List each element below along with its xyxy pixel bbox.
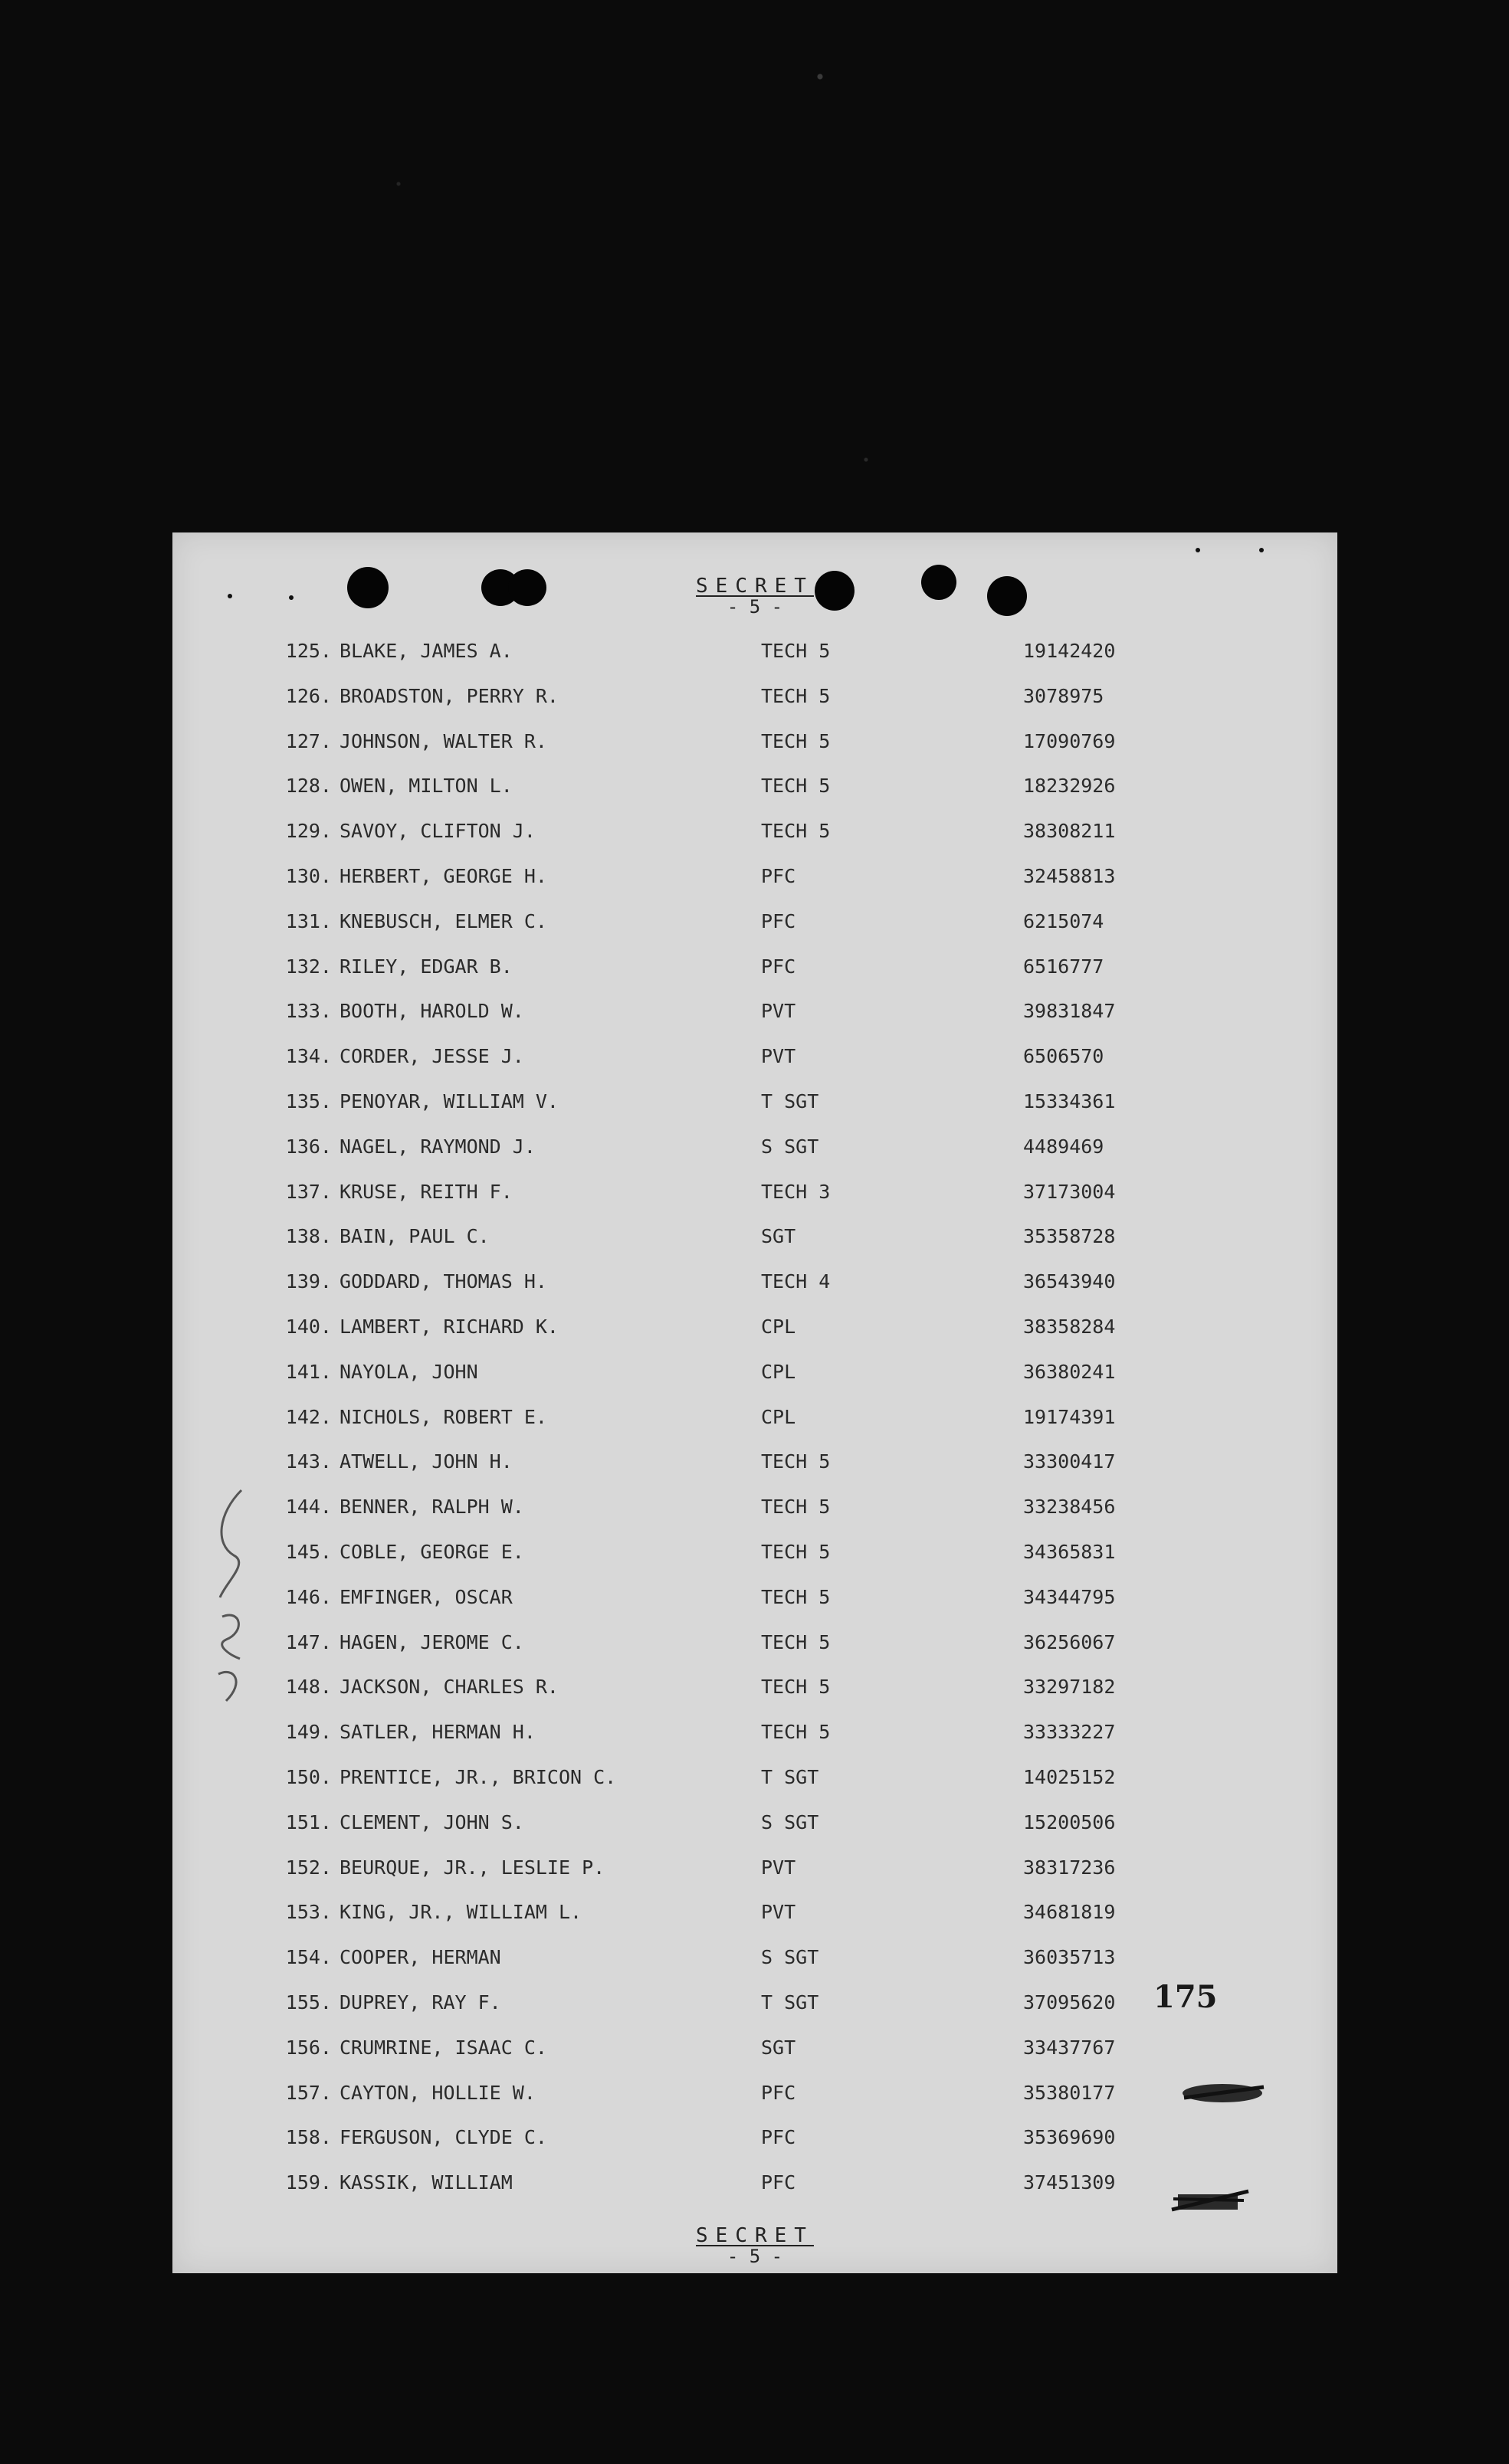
entry-number: 158. — [285, 2126, 332, 2149]
roster-row — [172, 730, 1337, 775]
serial-number: 15200506 — [1023, 1810, 1116, 1833]
rank-grade: CPL — [761, 1360, 796, 1383]
rank-grade: TECH 5 — [761, 729, 831, 752]
rank-grade: SGT — [761, 2036, 796, 2059]
soldier-name: DUPREY, RAY F. — [340, 1991, 501, 2013]
soldier-name: CORDER, JESSE J. — [340, 1045, 524, 1068]
entry-number: 152. — [285, 1856, 332, 1879]
entry-number: 145. — [285, 1541, 332, 1563]
rank-grade: TECH 5 — [761, 820, 831, 843]
rank-grade: TECH 5 — [761, 684, 831, 707]
roster-row — [172, 865, 1337, 909]
page-stamp-number: 175 — [1153, 1979, 1218, 2015]
soldier-name: FERGUSON, CLYDE C. — [340, 2126, 547, 2149]
soldier-name: KNEBUSCH, ELMER C. — [340, 909, 547, 932]
entry-number: 147. — [285, 1630, 332, 1653]
roster-row — [172, 1270, 1337, 1315]
serial-number: 32458813 — [1023, 865, 1116, 887]
soldier-name: BENNER, RALPH W. — [340, 1496, 524, 1519]
soldier-name: BLAKE, JAMES A. — [340, 640, 513, 662]
soldier-name: KRUSE, REITH F. — [340, 1180, 513, 1203]
rank-grade: PFC — [761, 909, 796, 932]
rank-grade: TECH 5 — [761, 1496, 831, 1519]
entry-number: 157. — [285, 2081, 332, 2104]
soldier-name: NAYOLA, JOHN — [340, 1360, 478, 1383]
entry-number: 143. — [285, 1450, 332, 1473]
roster-row — [172, 1406, 1337, 1450]
serial-number: 36380241 — [1023, 1360, 1116, 1383]
roster-row — [172, 1316, 1337, 1360]
soldier-name: PENOYAR, WILLIAM V. — [340, 1090, 559, 1112]
roster-row — [172, 1000, 1337, 1044]
serial-number: 6516777 — [1023, 955, 1104, 978]
soldier-name: NAGEL, RAYMOND J. — [340, 1135, 536, 1158]
soldier-name: ATWELL, JOHN H. — [340, 1450, 513, 1473]
soldier-name: CAYTON, HOLLIE W. — [340, 2081, 536, 2104]
serial-number: 35380177 — [1023, 2081, 1116, 2104]
entry-number: 155. — [285, 1991, 332, 2013]
soldier-name: KASSIK, WILLIAM — [340, 2171, 513, 2194]
roster-row — [172, 1676, 1337, 1720]
speck — [1196, 548, 1200, 552]
entry-number: 151. — [285, 1810, 332, 1833]
roster-row — [172, 1496, 1337, 1540]
roster-row — [172, 2036, 1337, 2081]
entry-number: 150. — [285, 1766, 332, 1788]
serial-number: 39831847 — [1023, 1000, 1116, 1023]
entry-number: 128. — [285, 775, 332, 798]
roster-row — [172, 1361, 1337, 1405]
entry-number: 137. — [285, 1180, 332, 1203]
soldier-name: HERBERT, GEORGE H. — [340, 865, 547, 887]
serial-number: 35369690 — [1023, 2126, 1116, 2149]
serial-number: 33437767 — [1023, 2036, 1116, 2059]
entry-number: 138. — [285, 1225, 332, 1248]
serial-number: 33333227 — [1023, 1721, 1116, 1744]
rank-grade: TECH 5 — [761, 640, 831, 662]
serial-number: 34365831 — [1023, 1541, 1116, 1563]
rank-grade: T SGT — [761, 1090, 819, 1112]
entry-number: 131. — [285, 909, 332, 932]
rank-grade: TECH 5 — [761, 775, 831, 798]
entry-number: 153. — [285, 1901, 332, 1924]
serial-number: 17090769 — [1023, 729, 1116, 752]
entry-number: 135. — [285, 1090, 332, 1112]
roster-row — [172, 1225, 1337, 1270]
classification-marking: SECRET — [696, 2224, 814, 2247]
entry-number: 154. — [285, 1946, 332, 1969]
speck — [1259, 548, 1264, 552]
rank-grade: S SGT — [761, 1946, 819, 1969]
roster-row — [172, 1811, 1337, 1856]
roster-row — [172, 775, 1337, 819]
soldier-name: COOPER, HERMAN — [340, 1946, 501, 1969]
soldier-name: HAGEN, JEROME C. — [340, 1630, 524, 1653]
soldier-name: PRENTICE, JR., BRICON C. — [340, 1766, 617, 1788]
soldier-name: RILEY, EDGAR B. — [340, 955, 513, 978]
rank-grade: TECH 5 — [761, 1721, 831, 1744]
roster-row — [172, 640, 1337, 684]
serial-number: 37173004 — [1023, 1180, 1116, 1203]
entry-number: 144. — [285, 1496, 332, 1519]
roster-row — [172, 1631, 1337, 1676]
serial-number: 34344795 — [1023, 1585, 1116, 1608]
soldier-name: BEURQUE, JR., LESLIE P. — [340, 1856, 605, 1879]
entry-number: 130. — [285, 865, 332, 887]
entry-number: 127. — [285, 729, 332, 752]
handwritten-margin-note — [203, 1483, 264, 1712]
rank-grade: CPL — [761, 1316, 796, 1338]
entry-number: 134. — [285, 1045, 332, 1068]
roster-row — [172, 1901, 1337, 1945]
roster-row — [172, 1766, 1337, 1810]
serial-number: 38317236 — [1023, 1856, 1116, 1879]
roster-row — [172, 2171, 1337, 2216]
serial-number: 15334361 — [1023, 1090, 1116, 1112]
serial-number: 33297182 — [1023, 1676, 1116, 1699]
roster-row — [172, 820, 1337, 864]
rank-grade: PVT — [761, 1901, 796, 1924]
soldier-name: CLEMENT, JOHN S. — [340, 1810, 524, 1833]
crossed-out-number — [1169, 2184, 1253, 2217]
page-number: - 5 - — [727, 596, 783, 618]
roster-row — [172, 1450, 1337, 1495]
serial-number: 4489469 — [1023, 1135, 1104, 1158]
crossed-out-number — [1178, 2076, 1270, 2107]
roster-row — [172, 910, 1337, 955]
roster-row — [172, 1586, 1337, 1630]
soldier-name: COBLE, GEORGE E. — [340, 1541, 524, 1563]
serial-number: 37451309 — [1023, 2171, 1116, 2194]
rank-grade: PFC — [761, 2081, 796, 2104]
roster-row — [172, 685, 1337, 729]
entry-number: 140. — [285, 1316, 332, 1338]
entry-number: 125. — [285, 640, 332, 662]
entry-number: 139. — [285, 1270, 332, 1293]
serial-number: 33300417 — [1023, 1450, 1116, 1473]
roster-row — [172, 2126, 1337, 2171]
rank-grade: T SGT — [761, 1766, 819, 1788]
entry-number: 136. — [285, 1135, 332, 1158]
roster-row — [172, 1090, 1337, 1135]
page-header — [172, 575, 1337, 618]
soldier-name: BOOTH, HAROLD W. — [340, 1000, 524, 1023]
entry-number: 133. — [285, 1000, 332, 1023]
entry-number: 148. — [285, 1676, 332, 1699]
roster-row — [172, 2082, 1337, 2126]
rank-grade: PVT — [761, 1856, 796, 1879]
rank-grade: TECH 4 — [761, 1270, 831, 1293]
soldier-name: NICHOLS, ROBERT E. — [340, 1405, 547, 1428]
entry-number: 132. — [285, 955, 332, 978]
entry-number: 141. — [285, 1360, 332, 1383]
classification-marking: SECRET — [696, 575, 814, 598]
entry-number: 126. — [285, 684, 332, 707]
serial-number: 33238456 — [1023, 1496, 1116, 1519]
rank-grade: TECH 5 — [761, 1630, 831, 1653]
soldier-name: SAVOY, CLIFTON J. — [340, 820, 536, 843]
entry-number: 129. — [285, 820, 332, 843]
serial-number: 38308211 — [1023, 820, 1116, 843]
roster-row — [172, 1135, 1337, 1180]
soldier-name: JOHNSON, WALTER R. — [340, 729, 547, 752]
roster-row — [172, 1045, 1337, 1089]
serial-number: 36256067 — [1023, 1630, 1116, 1653]
page-number: - 5 - — [727, 2246, 783, 2267]
rank-grade: TECH 5 — [761, 1541, 831, 1563]
rank-grade: TECH 3 — [761, 1180, 831, 1203]
rank-grade: PVT — [761, 1000, 796, 1023]
serial-number: 36543940 — [1023, 1270, 1116, 1293]
serial-number: 18232926 — [1023, 775, 1116, 798]
roster-row — [172, 1721, 1337, 1765]
rank-grade: TECH 5 — [761, 1676, 831, 1699]
soldier-name: LAMBERT, RICHARD K. — [340, 1316, 559, 1338]
rank-grade: PFC — [761, 2171, 796, 2194]
rank-grade: PFC — [761, 955, 796, 978]
soldier-name: SATLER, HERMAN H. — [340, 1721, 536, 1744]
entry-number: 149. — [285, 1721, 332, 1744]
rank-grade: T SGT — [761, 1991, 819, 2013]
page-footer — [172, 2224, 1337, 2267]
document-page — [172, 532, 1337, 2273]
serial-number: 19142420 — [1023, 640, 1116, 662]
serial-number: 37095620 — [1023, 1991, 1116, 2013]
roster-row — [172, 1541, 1337, 1585]
rank-grade: SGT — [761, 1225, 796, 1248]
serial-number: 3078975 — [1023, 684, 1104, 707]
soldier-name: JACKSON, CHARLES R. — [340, 1676, 559, 1699]
soldier-name: KING, JR., WILLIAM L. — [340, 1901, 582, 1924]
rank-grade: TECH 5 — [761, 1450, 831, 1473]
rank-grade: PFC — [761, 2126, 796, 2149]
roster-row — [172, 1181, 1337, 1225]
soldier-name: EMFINGER, OSCAR — [340, 1585, 513, 1608]
entry-number: 159. — [285, 2171, 332, 2194]
rank-grade: S SGT — [761, 1135, 819, 1158]
serial-number: 6215074 — [1023, 909, 1104, 932]
rank-grade: S SGT — [761, 1810, 819, 1833]
soldier-name: CRUMRINE, ISAAC C. — [340, 2036, 547, 2059]
rank-grade: PFC — [761, 865, 796, 887]
soldier-name: BROADSTON, PERRY R. — [340, 684, 559, 707]
serial-number: 34681819 — [1023, 1901, 1116, 1924]
soldier-name: GODDARD, THOMAS H. — [340, 1270, 547, 1293]
roster-row — [172, 955, 1337, 1000]
entry-number: 142. — [285, 1405, 332, 1428]
rank-grade: PVT — [761, 1045, 796, 1068]
rank-grade: TECH 5 — [761, 1585, 831, 1608]
serial-number: 14025152 — [1023, 1766, 1116, 1788]
soldier-name: BAIN, PAUL C. — [340, 1225, 490, 1248]
serial-number: 6506570 — [1023, 1045, 1104, 1068]
rank-grade: CPL — [761, 1405, 796, 1428]
entry-number: 146. — [285, 1585, 332, 1608]
serial-number: 35358728 — [1023, 1225, 1116, 1248]
serial-number: 38358284 — [1023, 1316, 1116, 1338]
serial-number: 19174391 — [1023, 1405, 1116, 1428]
soldier-name: OWEN, MILTON L. — [340, 775, 513, 798]
roster-row — [172, 1856, 1337, 1901]
entry-number: 156. — [285, 2036, 332, 2059]
serial-number: 36035713 — [1023, 1946, 1116, 1969]
